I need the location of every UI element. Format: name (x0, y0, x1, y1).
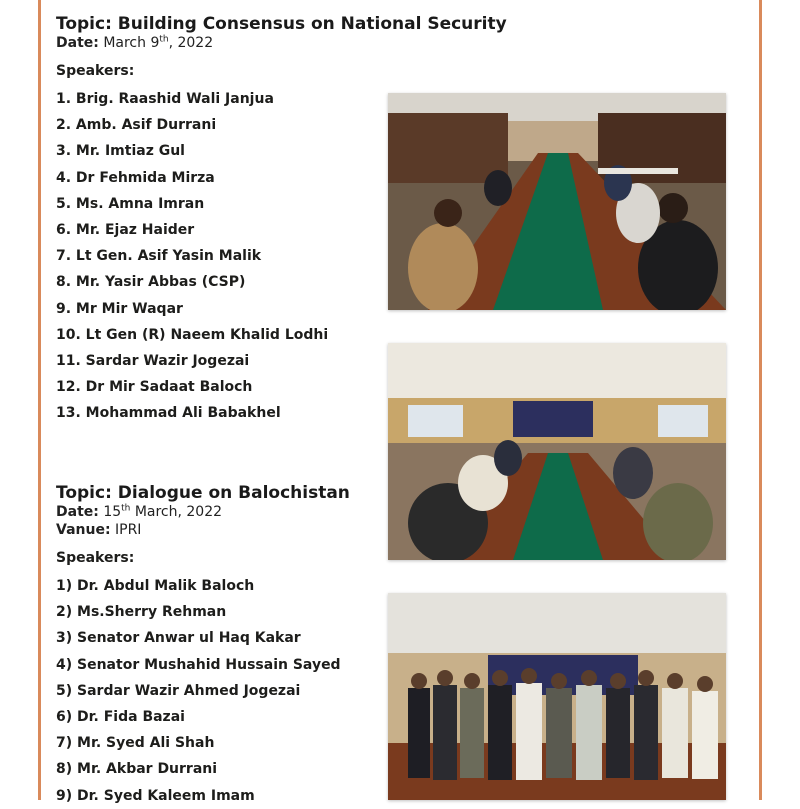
speaker-item: 8) Mr. Akbar Durrani (56, 761, 218, 778)
page-border-left (38, 0, 41, 800)
speaker-item: 3. Mr. Imtiaz Gul (56, 143, 185, 160)
speaker-item: 7. Lt Gen. Asif Yasin Malik (56, 248, 262, 265)
speaker-item: 1. Brig. Raashid Wali Janjua (56, 91, 274, 107)
speaker-item: 11. Sardar Wazir Jogezai (56, 353, 250, 370)
speaker-item: 5. Ms. Amna Imran (56, 195, 205, 212)
speaker-item: 9. Mr Mir Waqar (56, 300, 183, 317)
speaker-item: 13. Mohammad Ali Babakhel (56, 405, 281, 422)
speaker-item: 6) Dr. Fida Bazai (56, 709, 185, 726)
speaker-item: 9) Dr. Syed Kaleem Imam (56, 787, 255, 804)
speaker-list (56, 86, 386, 427)
event-section-national-security (56, 14, 507, 427)
event-topic: Topic: Dialogue on Balochistan (56, 483, 350, 503)
speakers-heading: Speakers: (56, 63, 135, 79)
group-photo (388, 593, 726, 800)
speaker-item: 8. Mr. Yasir Abbas (CSP) (56, 274, 246, 291)
speaker-list (56, 573, 386, 809)
event-topic: Topic: Building Consensus on National Security (56, 14, 507, 34)
event-date: Date: 15th March, 2022 (56, 503, 223, 520)
speaker-item: 4. Dr Fehmida Mirza (56, 169, 215, 186)
meeting-photo-2 (388, 343, 726, 560)
speaker-item: 3) Senator Anwar ul Haq Kakar (56, 630, 301, 647)
speaker-item: 6. Mr. Ejaz Haider (56, 222, 195, 239)
speaker-item: 5) Sardar Wazir Ahmed Jogezai (56, 682, 301, 699)
event-section-balochistan (56, 483, 386, 809)
meeting-photo-1 (388, 93, 726, 310)
speaker-item: 2) Ms.Sherry Rehman (56, 604, 227, 621)
speaker-item: 1) Dr. Abdul Malik Baloch (56, 578, 255, 594)
speaker-item: 12. Dr Mir Sadaat Baloch (56, 379, 253, 396)
page-border-right (759, 0, 762, 800)
speaker-item: 10. Lt Gen (R) Naeem Khalid Lodhi (56, 326, 329, 343)
event-venue: Vanue: IPRI (56, 522, 142, 538)
speaker-item: 7) Mr. Syed Ali Shah (56, 735, 215, 752)
speakers-heading: Speakers: (56, 550, 135, 566)
event-date: Date: March 9th, 2022 (56, 34, 214, 51)
speaker-item: 4) Senator Mushahid Hussain Sayed (56, 656, 341, 673)
speaker-item: 2. Amb. Asif Durrani (56, 117, 217, 134)
